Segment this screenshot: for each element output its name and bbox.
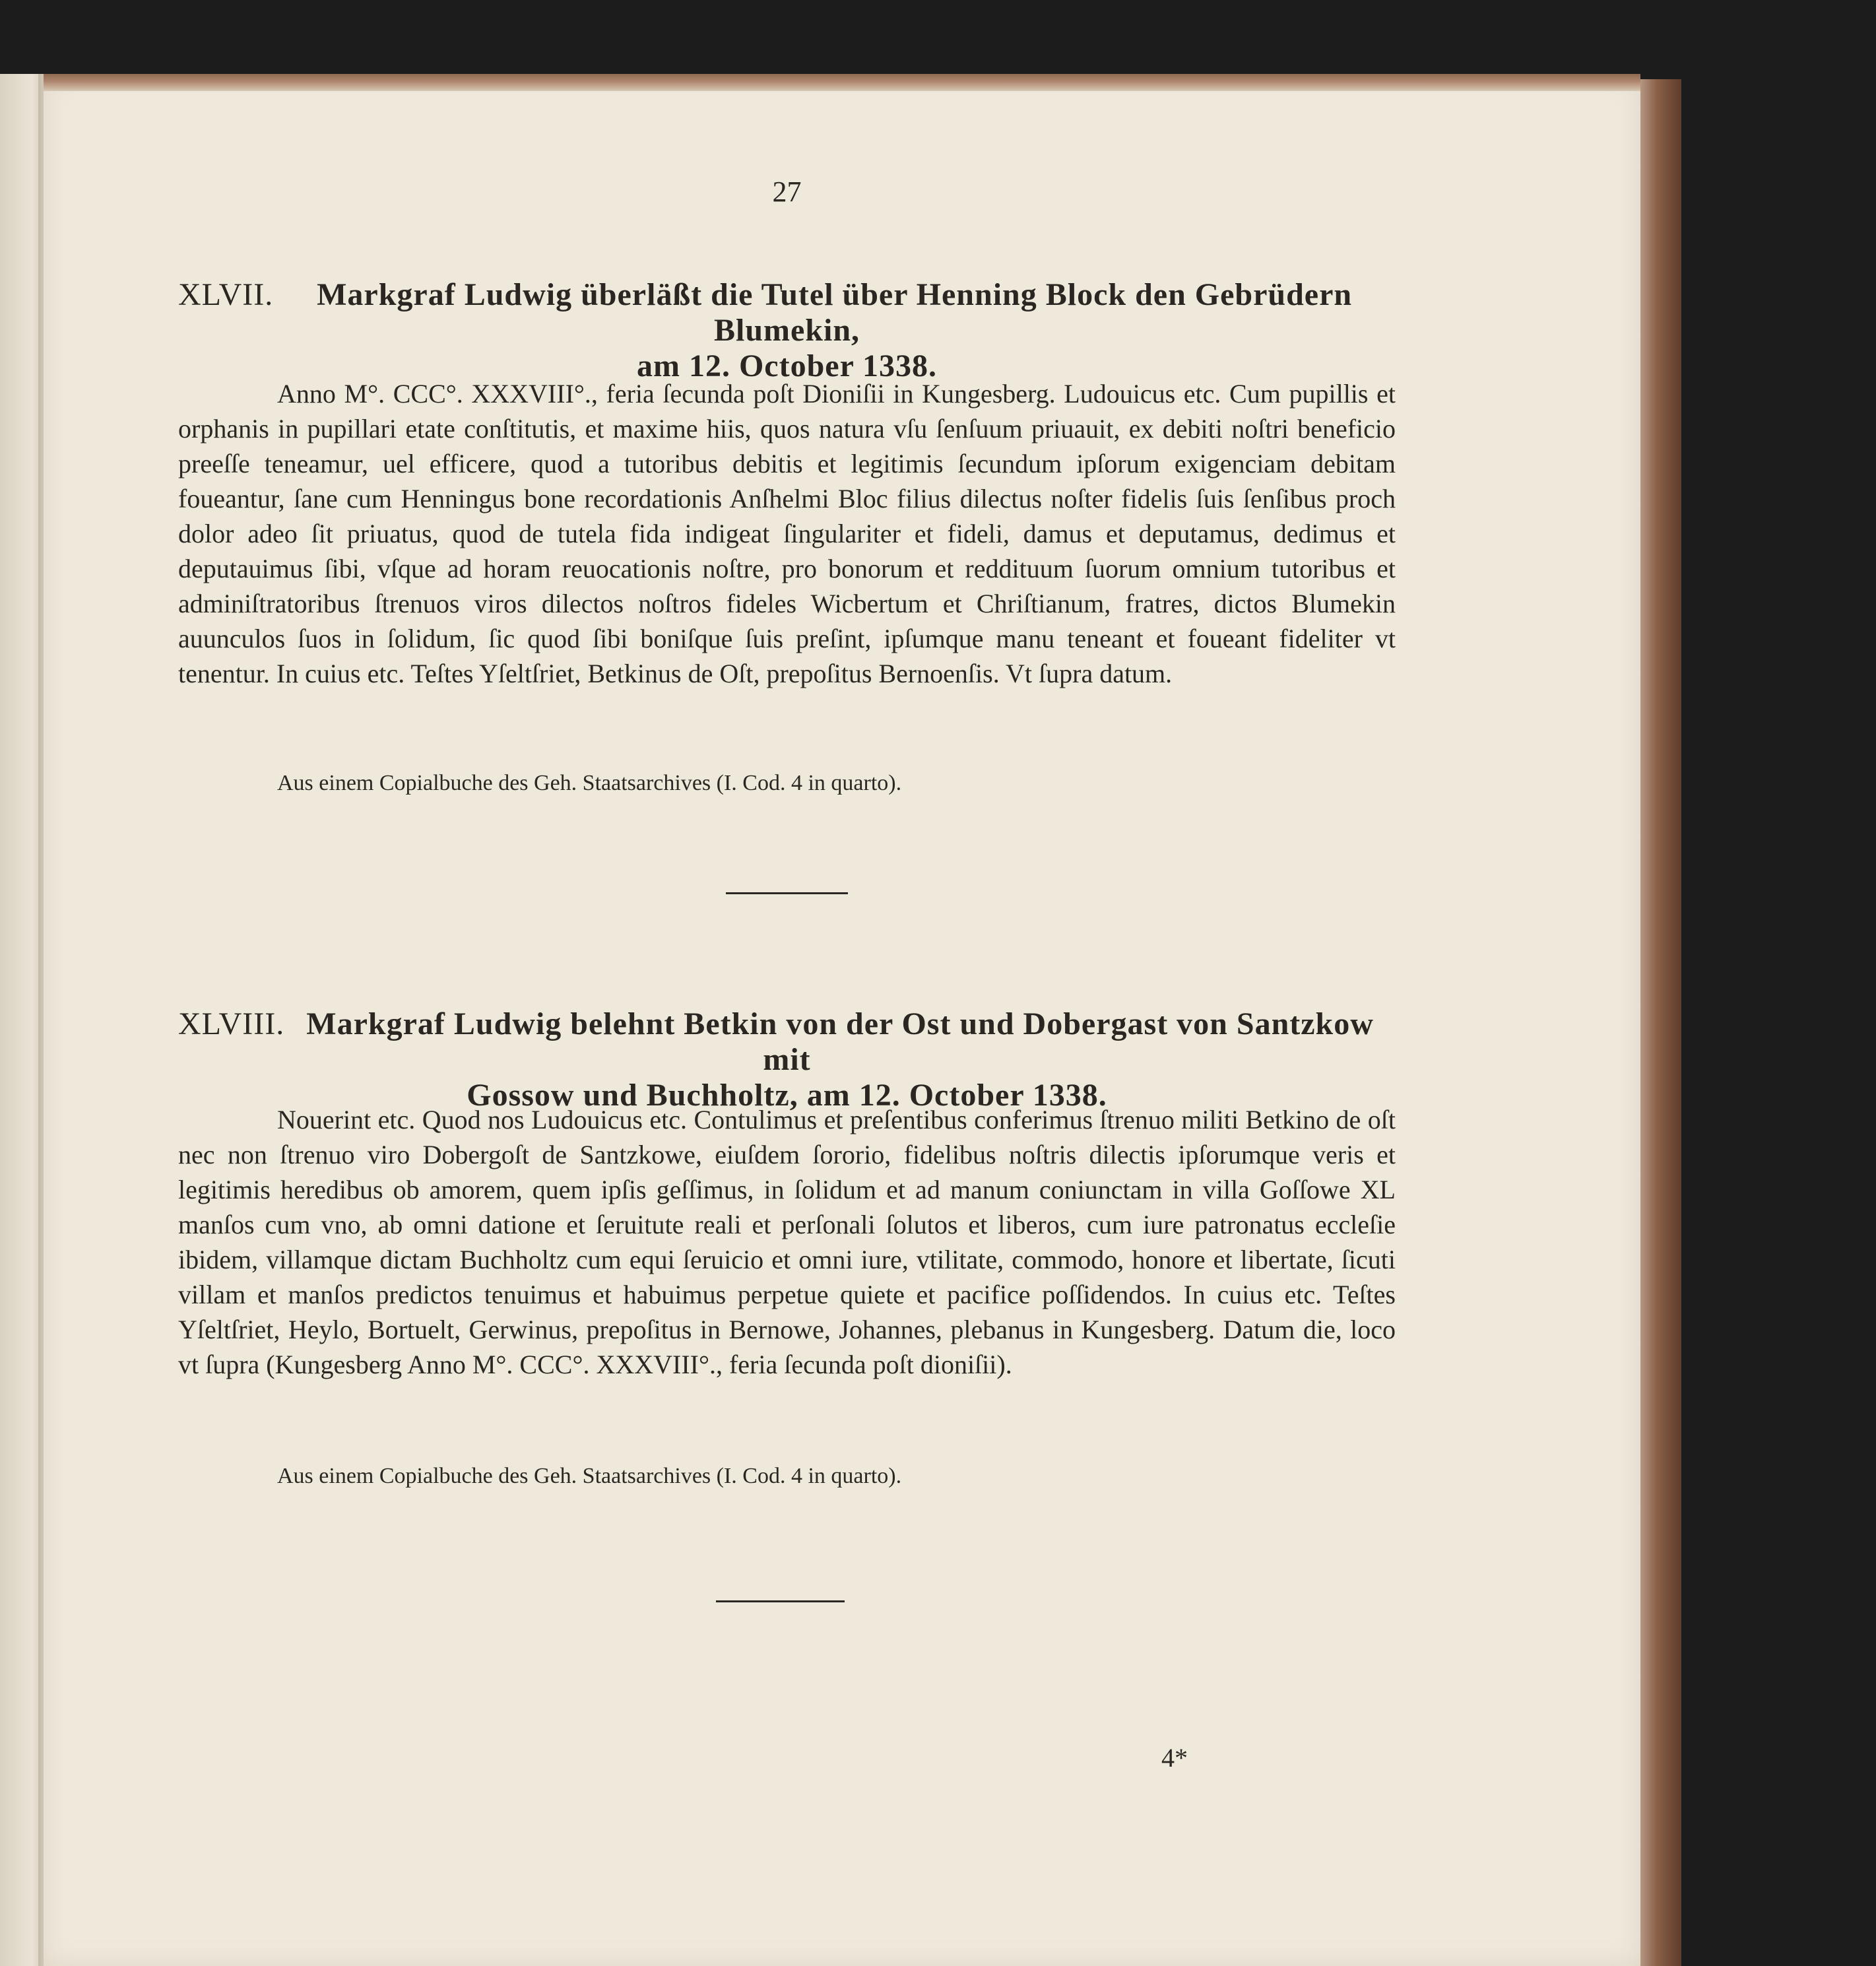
document-numeral: XLVIII. (178, 1006, 285, 1041)
book-cover-edge (1640, 79, 1681, 1966)
document-body (178, 1102, 1396, 1382)
page-top-edge (44, 74, 1640, 91)
document-date: am 12. October 1338. (636, 348, 938, 383)
document-title: Markgraf Ludwig überläßt die Tutel über Henning Block den Gebrüdern Blumekin, (317, 277, 1353, 348)
document-text: Nouerint etc. Quod nos Ludouicus etc. Contulimus et preſentibus conferimus ſtrenuo militi Betkino de oſt nec non ſtrenuo viro Dobergoſt de Santzkowe, eiuſdem ſororio, fidelibus noſtris dilectis ipſorumque veris et legitimis heredibus ob amorem, quem ipſis geſſimus, in ſolidum et ad manum coniunctam in villa Goſſowe XL manſos cum vno, ab omni datione et ſeruitute reali et perſonali ſolutos et liberos, cum iure patronatus eccleſie ibidem, villamque dictam Buchholtz cum equi ſeruicio et omni iure, vtilitate, commodo, honore et libertate, ſicuti villam et manſos predictos tenuimus et habuimus perpetue quiete et pacifice poſſidendos. In cuius etc. Teſtes Yſeltſriet, Heylo, Bortuelt, Gerwinus, prepoſitus in Bernowe, Johannes, plebanus in Kungesberg. Datum die, loco vt ſupra (Kungesberg Anno M°. CCC°. XXXVIII°., feria ſecunda poſt dioniſii). (178, 1105, 1396, 1379)
document-body (178, 376, 1396, 691)
source-note: Aus einem Copialbuche des Geh. Staatsarchives (I. Cod. 4 in quarto). (277, 771, 902, 795)
signature-mark: 4* (1161, 1743, 1188, 1773)
document-heading (178, 1006, 1396, 1113)
document-heading (178, 277, 1396, 384)
document-title: Markgraf Ludwig belehnt Betkin von der Ost und Dobergast von Santzkow mit (306, 1006, 1374, 1077)
section-divider (726, 892, 848, 894)
section-divider (716, 1600, 845, 1602)
document-text: Anno M°. CCC°. XXXVIII°., feria ſecunda poſt Dioniſii in Kungesberg. Ludouicus etc. Cum pupillis et orphanis in pupillari etate conſtitutis, et maxime hiis, quos natura vſu ſenſuum priuauit, ex debiti noſtri beneficio preeſſe teneamur, uel efficere, quod a tutoribus debitis et legitimis ſecundum ipſorum exigenciam debitam foueantur, ſane cum Henningus bone recordationis Anſhelmi Bloc filius dilectus noſter fidelis ſuis ſenſibus proch dolor adeo ſit priuatus, quod de tutela fida indigeat ſingulariter et fideli, damus et deputamus, dedimus et deputauimus ſibi, vſque ad horam reuocationis noſtre, pro bonorum et reddituum ſuorum omnium tutoribus et adminiſtratoribus ſtrenuos viros dilectos noſtros fideles Wicbertum et Chriſtianum, fratres, dictos Blumekin auunculos ſuos in ſolidum, ſic quod ſibi boniſque ſuis preſint, ipſumque manu teneant et foueant fideliter vt tenentur. In cuius etc. Teſtes Yſeltſriet, Betkinus de Oſt, prepoſitus Bernoenſis. Vt ſupra datum. (178, 379, 1396, 688)
source-note: Aus einem Copialbuche des Geh. Staatsarchives (I. Cod. 4 in quarto). (277, 1464, 902, 1488)
page-number: 27 (772, 176, 802, 208)
document-numeral: XLVII. (178, 277, 274, 312)
document-date: Gossow und Buchholtz, am 12. October 1338. (467, 1078, 1107, 1113)
